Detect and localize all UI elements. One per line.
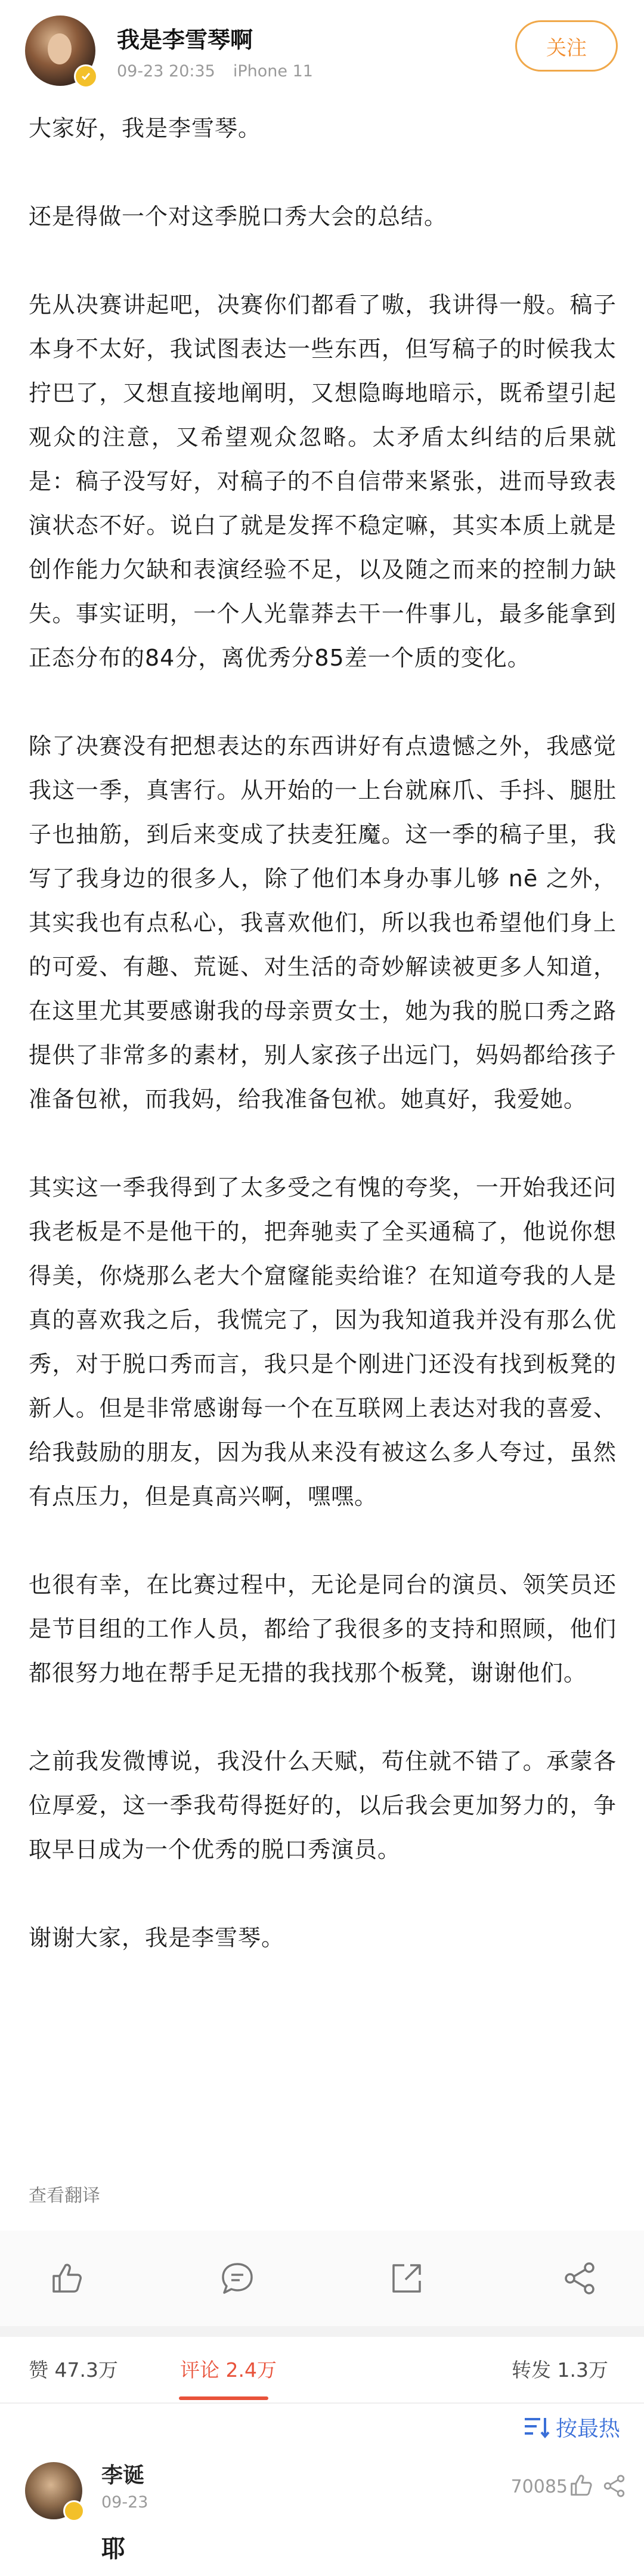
post-device: iPhone 11 bbox=[233, 62, 313, 81]
action-bar bbox=[0, 2231, 644, 2326]
tab-comments[interactable]: 评论 2.4万 bbox=[180, 2358, 277, 2382]
post-paragraph: 谢谢大家，我是李雪琴。 bbox=[29, 1925, 285, 1951]
post-paragraph: 之前我发微博说，我没什么天赋，苟住就不错了。承蒙各位厚爱，这一季我苟得挺好的，以后我会更加努力的，争取早日成为一个优秀的脱口秀演员。 bbox=[29, 1748, 617, 1863]
avatar-face bbox=[48, 33, 72, 64]
post-paragraph: 其实这一季我得到了太多受之有愧的夸奖，一开始我还问我老板是不是他干的，把奔驰卖了全买通稿了，他说你想得美，你烧那么老大个窟窿能卖给谁？在知道夸我的人是真的喜欢我之后，我慌完了，因为我知道我并没有那么优秀，对于脱口秀而言，我只是个刚进门还没有找到板凳的新人。但是非常感谢每一个在互联网上表达对我的喜爱、给我鼓励的朋友，因为我从来没有被这么多人夸过，虽然有点压力，但是真高兴啊，嘿嘿。 bbox=[29, 1174, 617, 1510]
comment-like-count: 70085 bbox=[510, 2476, 568, 2497]
tab-likes[interactable]: 赞 47.3万 bbox=[29, 2358, 118, 2382]
post-paragraph: 大家好，我是李雪琴。 bbox=[29, 115, 262, 141]
comment-date: 09-23 bbox=[101, 2493, 148, 2512]
comment-item bbox=[0, 2448, 644, 2576]
post-body bbox=[29, 106, 617, 1960]
thumbs-up-icon[interactable] bbox=[47, 2259, 85, 2297]
sort-icon bbox=[522, 2416, 550, 2439]
repost-icon[interactable] bbox=[388, 2259, 426, 2297]
active-tab-indicator bbox=[179, 2396, 268, 2400]
post-paragraph: 除了决赛没有把想表达的东西讲好有点遗憾之外，我感觉我这一季，真害行。从开始的一上台就麻爪、手抖、腿肚子也抽筋，到后来变成了扶麦狂魔。这一季的稿子里，我写了我身边的很多人，除了他们本身办事儿够 nē 之外，其实我也有点私心，我喜欢他们，所以我也希望他们身上的可爱、有趣、荒诞、对生活的奇妙解读被更多人知道，在这里尤其要感谢我的母亲贾女士，她为我的脱口秀之路提供了非常多的素材，别人家孩子出远门，妈妈都给孩子准备包袱，而我妈，给我准备包袱。她真好，我爱她。 bbox=[29, 733, 617, 1112]
post-paragraph: 先从决赛讲起吧，决赛你们都看了嗷，我讲得一般。稿子本身不太好，我试图表达一些东西，但写稿子的时候我太拧巴了，又想直接地阐明，又想隐晦地暗示，既希望引起观众的注意，又希望观众忽略。太矛盾太纠结的后果就是：稿子没写好，对稿子的不自信带来紧张，进而导致表演状态不好。说白了就是发挥不稳定嘛，其实本质上就是创作能力欠缺和表演经验不足，以及随之而来的控制力缺失。事实证明，一个人光靠莽去干一件事儿，最多能拿到正态分布的84分，离优秀分85差一个质的变化。 bbox=[29, 292, 617, 671]
comment-like-icon[interactable] bbox=[566, 2472, 594, 2499]
author-name[interactable]: 我是李雪琴啊 bbox=[117, 27, 253, 53]
verified-badge-icon bbox=[74, 64, 98, 88]
post-paragraph: 还是得做一个对这季脱口秀大会的总结。 bbox=[29, 203, 448, 230]
post-date: 09-23 20:35 bbox=[117, 62, 215, 81]
comment-icon[interactable] bbox=[218, 2259, 256, 2297]
post-header bbox=[0, 0, 644, 101]
commenter-name[interactable]: 李诞 bbox=[101, 2463, 145, 2488]
sort-label: 按最热 bbox=[555, 2417, 620, 2441]
comment-share-icon[interactable] bbox=[601, 2473, 627, 2499]
view-translation-link[interactable]: 查看翻译 bbox=[29, 2185, 100, 2206]
share-icon[interactable] bbox=[561, 2259, 599, 2297]
stats-tabs bbox=[0, 2337, 644, 2402]
sort-toggle[interactable] bbox=[522, 2412, 620, 2442]
verified-badge-icon bbox=[63, 2500, 85, 2522]
follow-button[interactable]: 关注 bbox=[515, 20, 618, 72]
post-paragraph: 也很有幸，在比赛过程中，无论是同台的演员、领笑员还是节目组的工作人员，都给了我很多的支持和照顾，他们都很努力地在帮手足无措的我找那个板凳，谢谢他们。 bbox=[29, 1572, 617, 1686]
divider bbox=[0, 2402, 644, 2404]
section-divider bbox=[0, 2326, 644, 2337]
post-meta bbox=[117, 62, 313, 81]
comment-text: 耶 bbox=[101, 2535, 125, 2563]
tab-reposts[interactable]: 转发 1.3万 bbox=[512, 2358, 608, 2382]
